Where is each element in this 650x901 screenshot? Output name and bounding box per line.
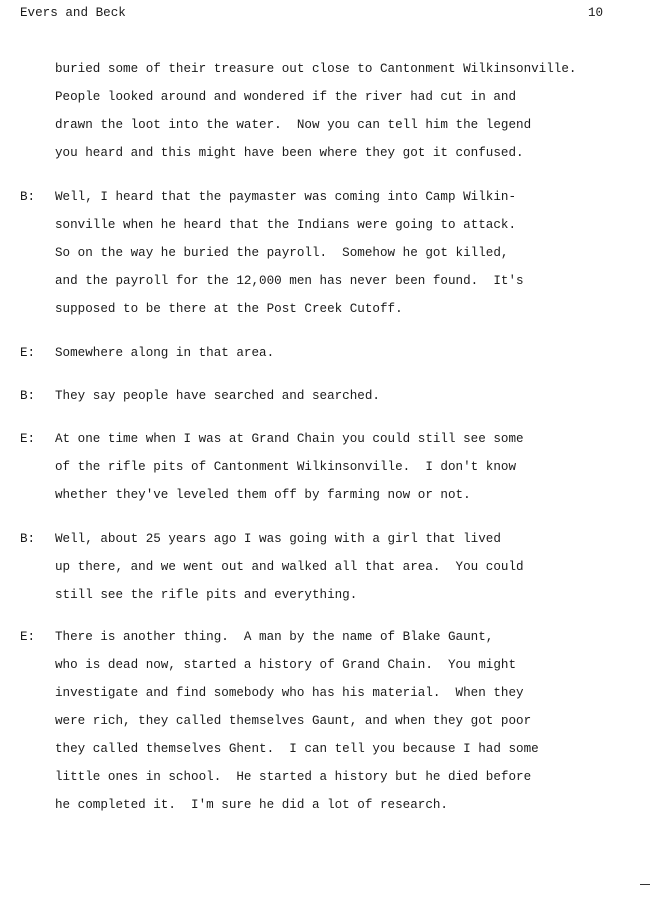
text-line: supposed to be there at the Post Creek Cutoff. — [55, 302, 403, 316]
text-line: Well, about 25 years ago I was going with a girl that lived — [55, 532, 501, 546]
text-line: you heard and this might have been where they got it confused. — [55, 146, 524, 160]
speaker-label: B: — [20, 190, 36, 204]
text-line: buried some of their treasure out close to Cantonment Wilkinsonville. — [55, 62, 577, 76]
text-line: who is dead now, started a history of Grand Chain. You might — [55, 658, 517, 672]
text-line: There is another thing. A man by the name of Blake Gaunt, — [55, 630, 494, 644]
speaker-label: E: — [20, 346, 36, 360]
text-line: investigate and find somebody who has his material. When they — [55, 686, 524, 700]
text-line: were rich, they called themselves Gaunt, and when they got poor — [55, 714, 532, 728]
text-line: People looked around and wondered if the river had cut in and — [55, 90, 517, 104]
speaker-label: B: — [20, 532, 36, 546]
text-line: sonville when he heard that the Indians were going to attack. — [55, 218, 517, 232]
header-names: Evers and Beck — [20, 6, 126, 20]
text-line: up there, and we went out and walked all that area. You could — [55, 560, 524, 574]
text-line: Somewhere along in that area. — [55, 346, 275, 360]
page-edge-mark — [640, 884, 650, 885]
text-line: At one time when I was at Grand Chain you could still see some — [55, 432, 524, 446]
text-line: whether they've leveled them off by farming now or not. — [55, 488, 471, 502]
text-line: still see the rifle pits and everything. — [55, 588, 358, 602]
speaker-label: E: — [20, 432, 36, 446]
text-line: they called themselves Ghent. I can tell you because I had some — [55, 742, 539, 756]
speaker-label: B: — [20, 389, 36, 403]
speaker-label: E: — [20, 630, 36, 644]
text-line: of the rifle pits of Cantonment Wilkinsonville. I don't know — [55, 460, 517, 474]
page-number: 10 — [588, 6, 604, 20]
text-line: little ones in school. He started a history but he died before — [55, 770, 532, 784]
text-line: Well, I heard that the paymaster was coming into Camp Wilkin- — [55, 190, 517, 204]
text-line: So on the way he buried the payroll. Somehow he got killed, — [55, 246, 509, 260]
text-line: They say people have searched and searched. — [55, 389, 380, 403]
text-line: he completed it. I'm sure he did a lot of research. — [55, 798, 448, 812]
text-line: drawn the loot into the water. Now you can tell him the legend — [55, 118, 532, 132]
text-line: and the payroll for the 12,000 men has never been found. It's — [55, 274, 524, 288]
